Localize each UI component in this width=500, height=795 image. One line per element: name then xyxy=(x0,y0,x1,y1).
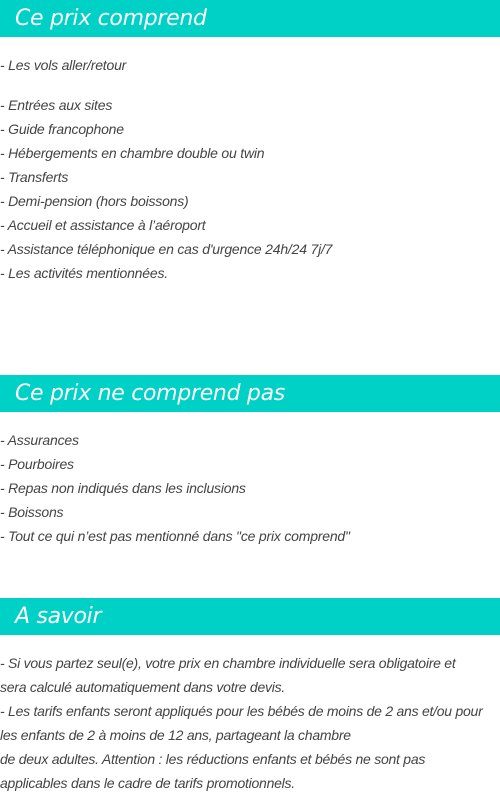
list-item: - Demi-pension (hors boissons) xyxy=(0,193,189,209)
list-item: - Boissons xyxy=(0,504,64,520)
section-header-good-to-know: A savoir xyxy=(0,598,500,635)
not-included-list xyxy=(0,428,350,548)
text-line: - Les tarifs enfants seront appliqués pour les bébés de moins de 2 ans et/ou pour xyxy=(0,703,483,719)
list-item: - Pourboires xyxy=(0,456,74,472)
list-item: - Les activités mentionnées. xyxy=(0,265,168,281)
list-item: - Assurances xyxy=(0,432,79,448)
list-item: - Tout ce qui n’est pas mentionné dans "ce prix comprend" xyxy=(0,528,350,544)
text-line: - Si vous partez seul(e), votre prix en chambre individuelle sera obligatoire et xyxy=(0,655,456,671)
list-item: - Assistance téléphonique en cas d'urgence 24h/24 7j/7 xyxy=(0,241,333,257)
section-header-not-included: Ce prix ne comprend pas xyxy=(0,375,500,412)
included-list xyxy=(0,93,332,285)
text-line: sera calculé automatiquement dans votre devis. xyxy=(0,679,285,695)
list-item: - Hébergements en chambre double ou twin xyxy=(0,145,265,161)
text-line: les enfants de 2 à moins de 12 ans, partageant la chambre xyxy=(0,727,351,743)
list-item: - Accueil et assistance à l’aéroport xyxy=(0,217,206,233)
list-item: - Guide francophone xyxy=(0,121,124,137)
good-to-know-text xyxy=(0,651,500,795)
list-item: - Entrées aux sites xyxy=(0,97,113,113)
list-item: - Transferts xyxy=(0,169,69,185)
list-item: - Les vols aller/retour xyxy=(0,57,127,73)
list-item: - Repas non indiqués dans les inclusions xyxy=(0,480,246,496)
section-header-included: Ce prix comprend xyxy=(0,0,500,37)
text-line: applicables dans le cadre de tarifs promotionnels. xyxy=(0,775,295,791)
text-line: de deux adultes. Attention : les réductions enfants et bébés ne sont pas xyxy=(0,751,426,767)
included-list-flights xyxy=(0,53,126,77)
